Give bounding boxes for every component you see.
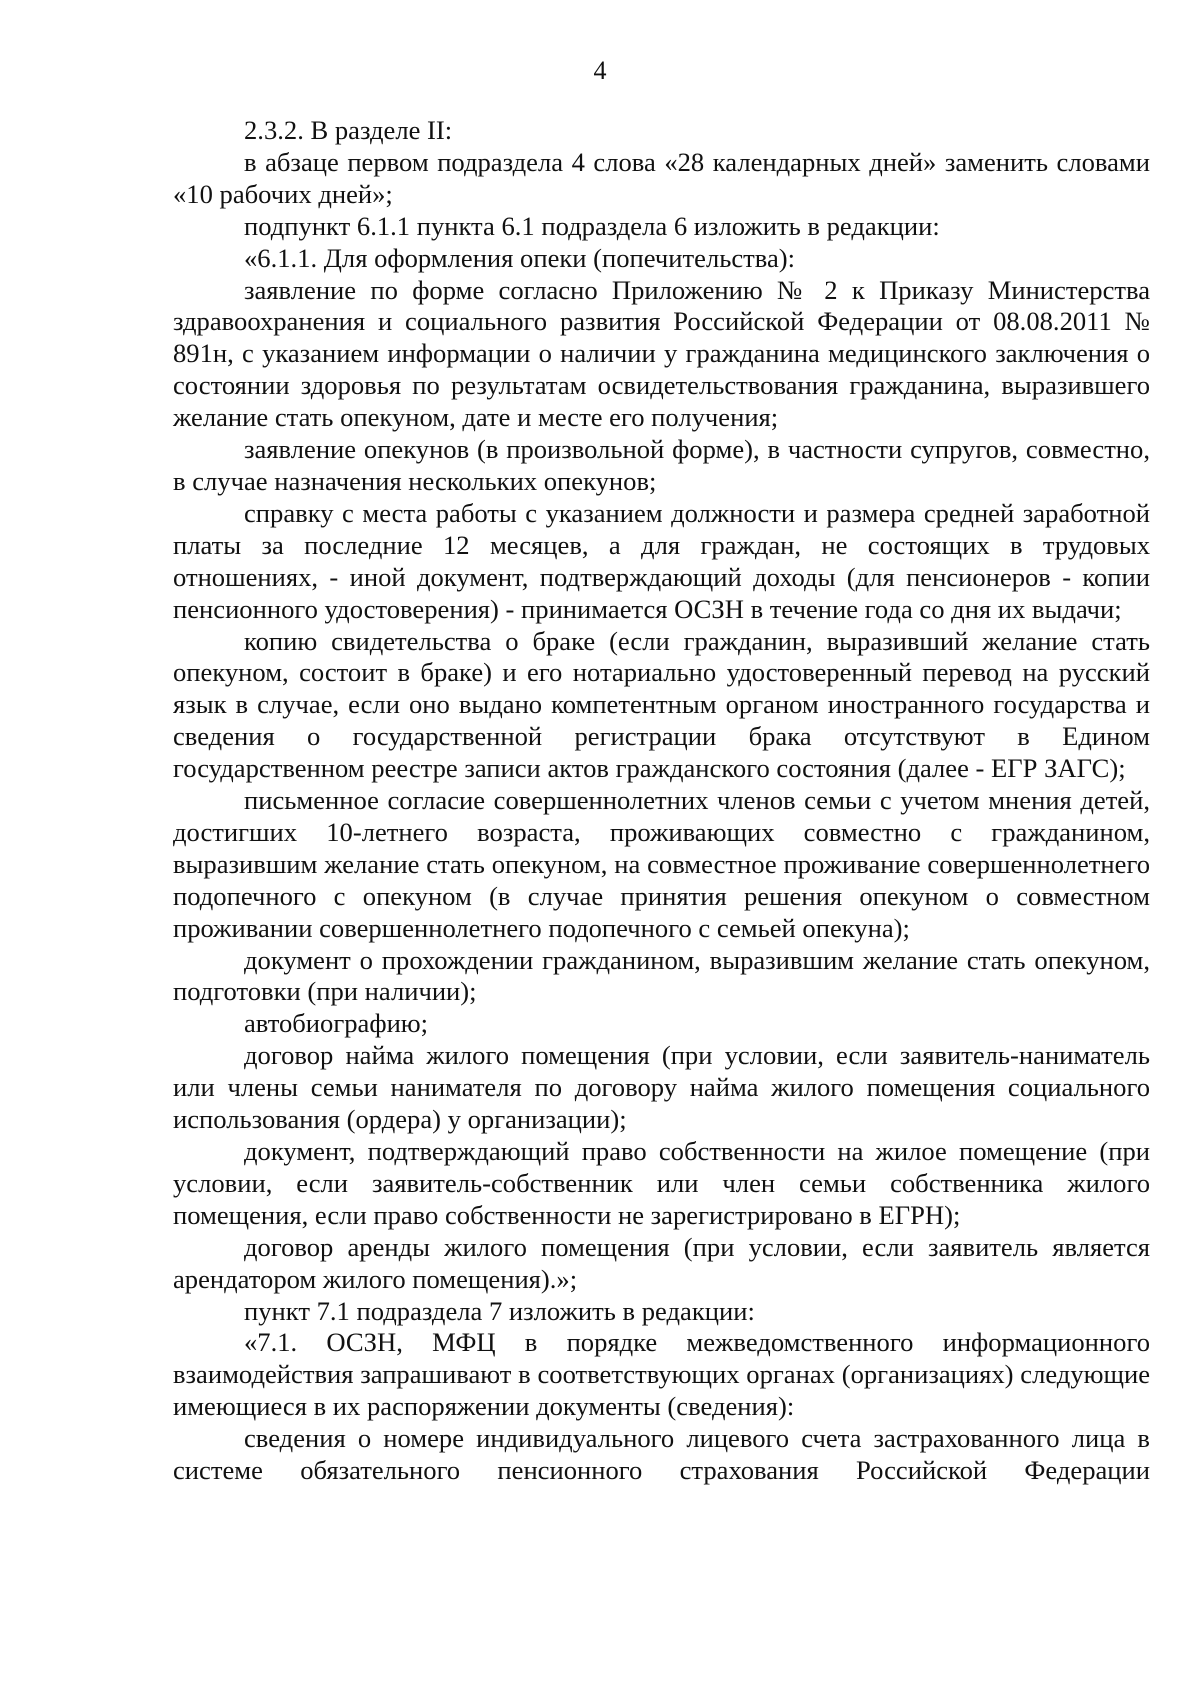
- paragraph-lease-contract: договор найма жилого помещения (при условии, если заявитель-наниматель или члены семьи нанимателя по договору найма жилого помещения социального использования (ордера) у организации);: [173, 1040, 1150, 1135]
- paragraph-clause-7-1: «7.1. ОСЗН, МФЦ в порядке межведомственного информационного взаимодействия запрашивают в соответствующих органах (организациях) следующие имеющиеся в их распоряжении документы (сведения):: [173, 1327, 1150, 1422]
- paragraph-application-form: заявление по форме согласно Приложению № 2 к Приказу Министерства здравоохранения и социального развития Российской Федерации от 08.08.2011 № 891н, с указанием информации о наличии у гражданина медицинского заключения о состоянии здоровья по результатам освидетельствования гражданина, выразившего желание стать опекуном, дате и месте его получения;: [173, 274, 1150, 433]
- paragraph-clause-7-1-intro: пункт 7.1 подраздела 7 изложить в редакции:: [244, 1295, 755, 1326]
- document-body: [173, 115, 1150, 1487]
- paragraph-training-document: документ о прохождении гражданином, выразившим желание стать опекуном, подготовки (при наличии);: [173, 944, 1150, 1007]
- paragraph-family-consent: письменное согласие совершеннолетних членов семьи с учетом мнения детей, достигших 10-летнего возраста, проживающих совместно с гражданином, выразившим желание стать опекуном, на совместное проживание совершеннолетнего подопечного с опекуном (в случае принятия решения опекуном о совместном проживании совершеннолетнего подопечного с семьей опекуна);: [173, 785, 1150, 943]
- paragraph-insurance-account: сведения о номере индивидуального лицевого счета застрахованного лица в системе обязательного пенсионного страхования Российской Федерации: [173, 1423, 1150, 1486]
- paragraph-clause-6-1-1: «6.1.1. Для оформления опеки (попечительства):: [244, 242, 796, 273]
- paragraph-work-certificate: справку с места работы с указанием должности и размера средней заработной платы за последние 12 месяцев, а для граждан, не состоящих в трудовых отношениях, - иной документ, подтверждающий доходы (для пенсионеров - копии пенсионного удостоверения) - принимается ОСЗН в течение года со дня их выдачи;: [173, 497, 1150, 624]
- paragraph-autobiography: автобиографию;: [244, 1008, 429, 1039]
- paragraph-section-heading: 2.3.2. В разделе II:: [244, 115, 453, 145]
- paragraph-marriage-certificate: копию свидетельства о браке (если гражданин, выразивший желание стать опекуном, состоит в браке) и его нотариально удостоверенный перевод на русский язык в случае, если оно выдано компетентным органом иностранного государства и сведения о государственной регистрации брака отсутствуют в Едином государственном реестре записи актов гражданского состояния (далее - ЕГР ЗАГС);: [173, 625, 1150, 784]
- paragraph-amendment-2: подпункт 6.1.1 пункта 6.1 подраздела 6 изложить в редакции:: [244, 210, 940, 241]
- paragraph-amendment-1: в абзаце первом подраздела 4 слова «28 календарных дней» заменить словами «10 рабочих дней»;: [173, 146, 1150, 209]
- paragraph-rental-contract: договор аренды жилого помещения (при условии, если заявитель является арендатором жилого помещения).»;: [173, 1231, 1150, 1294]
- page-number: 4: [593, 56, 607, 85]
- paragraph-guardians-application: заявление опекунов (в произвольной форме), в частности супругов, совместно, в случае назначения нескольких опекунов;: [173, 434, 1150, 496]
- paragraph-ownership-document: документ, подтверждающий право собственности на жилое помещение (при условии, если заявитель-собственник или член семьи собственника жилого помещения, если право собственности не зарегистрировано в ЕГРН);: [173, 1136, 1150, 1230]
